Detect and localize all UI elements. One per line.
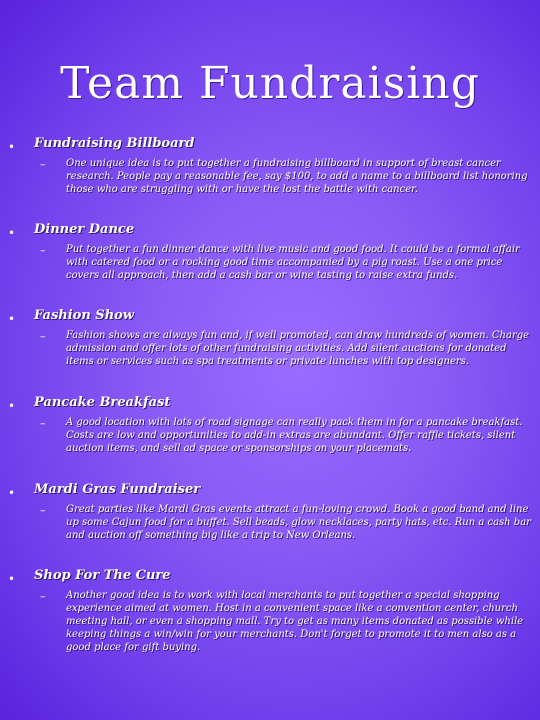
- dash-icon: –: [40, 158, 46, 171]
- bullet-icon: •: [8, 572, 16, 586]
- item-heading: Fashion Show: [34, 308, 135, 323]
- item-description: Great parties like Mardi Gras events attract a fun-loving crowd. Book a good band and line up some Cajun food for a buffet. Sell beads, glow necklaces, party hats, etc. Run a cash bar and auction off something big like a trip to New Orleans.: [66, 504, 531, 541]
- dash-icon: –: [40, 244, 46, 257]
- dash-icon: –: [40, 504, 46, 517]
- item-description: A good location with lots of road signage can really pack them in for a pancake breakfast. Costs are low and opportunities to add-in extras are abundant. Offer raffle tickets, silent auction items, and sell ad space or sponsorships on your placemats.: [66, 417, 523, 454]
- bullet-icon: •: [8, 486, 16, 500]
- dash-icon: –: [40, 330, 46, 343]
- dash-icon: –: [40, 590, 46, 603]
- item-description: Fashion shows are always fun and, if well promoted, can draw hundreds of women. Charge admission and offer lots of other fundraising activities. Add silent auctions for donated items or services such as spa treatments or private lunches with top designers.: [66, 330, 530, 367]
- bullet-icon: •: [8, 226, 16, 240]
- item-description: Put together a fun dinner dance with live music and good food. It could be a formal affair with catered food or a rocking good time accompanied by a pig roast. Use a one price covers all approach, then add a cash bar or wine tasting to raise extra funds.: [66, 244, 520, 281]
- item-heading: Mardi Gras Fundraiser: [34, 482, 201, 497]
- slide-title: Team Fundraising: [60, 58, 480, 109]
- bullet-icon: •: [8, 312, 16, 326]
- bullet-icon: •: [8, 399, 16, 413]
- item-description: One unique idea is to put together a fundraising billboard in support of breast cancer research. People pay a reasonable fee, say $100, to add a name to a billboard list honoring those who are struggling with or have the lost the battle with cancer.: [66, 158, 528, 195]
- item-description: Another good idea is to work with local merchants to put together a special shopping experience aimed at women. Host in a convenient space like a convention center, church meeting hall, or even a shopping mall. Try to get as many items donated as possible while keeping things a win/win for your merchants. Don't forget to promote it to men also as a good place for gift buying.: [66, 590, 524, 653]
- item-heading: Shop For The Cure: [34, 568, 171, 583]
- item-heading: Fundraising Billboard: [34, 136, 195, 151]
- dash-icon: –: [40, 417, 46, 430]
- item-heading: Dinner Dance: [34, 222, 135, 237]
- item-heading: Pancake Breakfast: [34, 395, 171, 410]
- bullet-icon: •: [8, 140, 16, 154]
